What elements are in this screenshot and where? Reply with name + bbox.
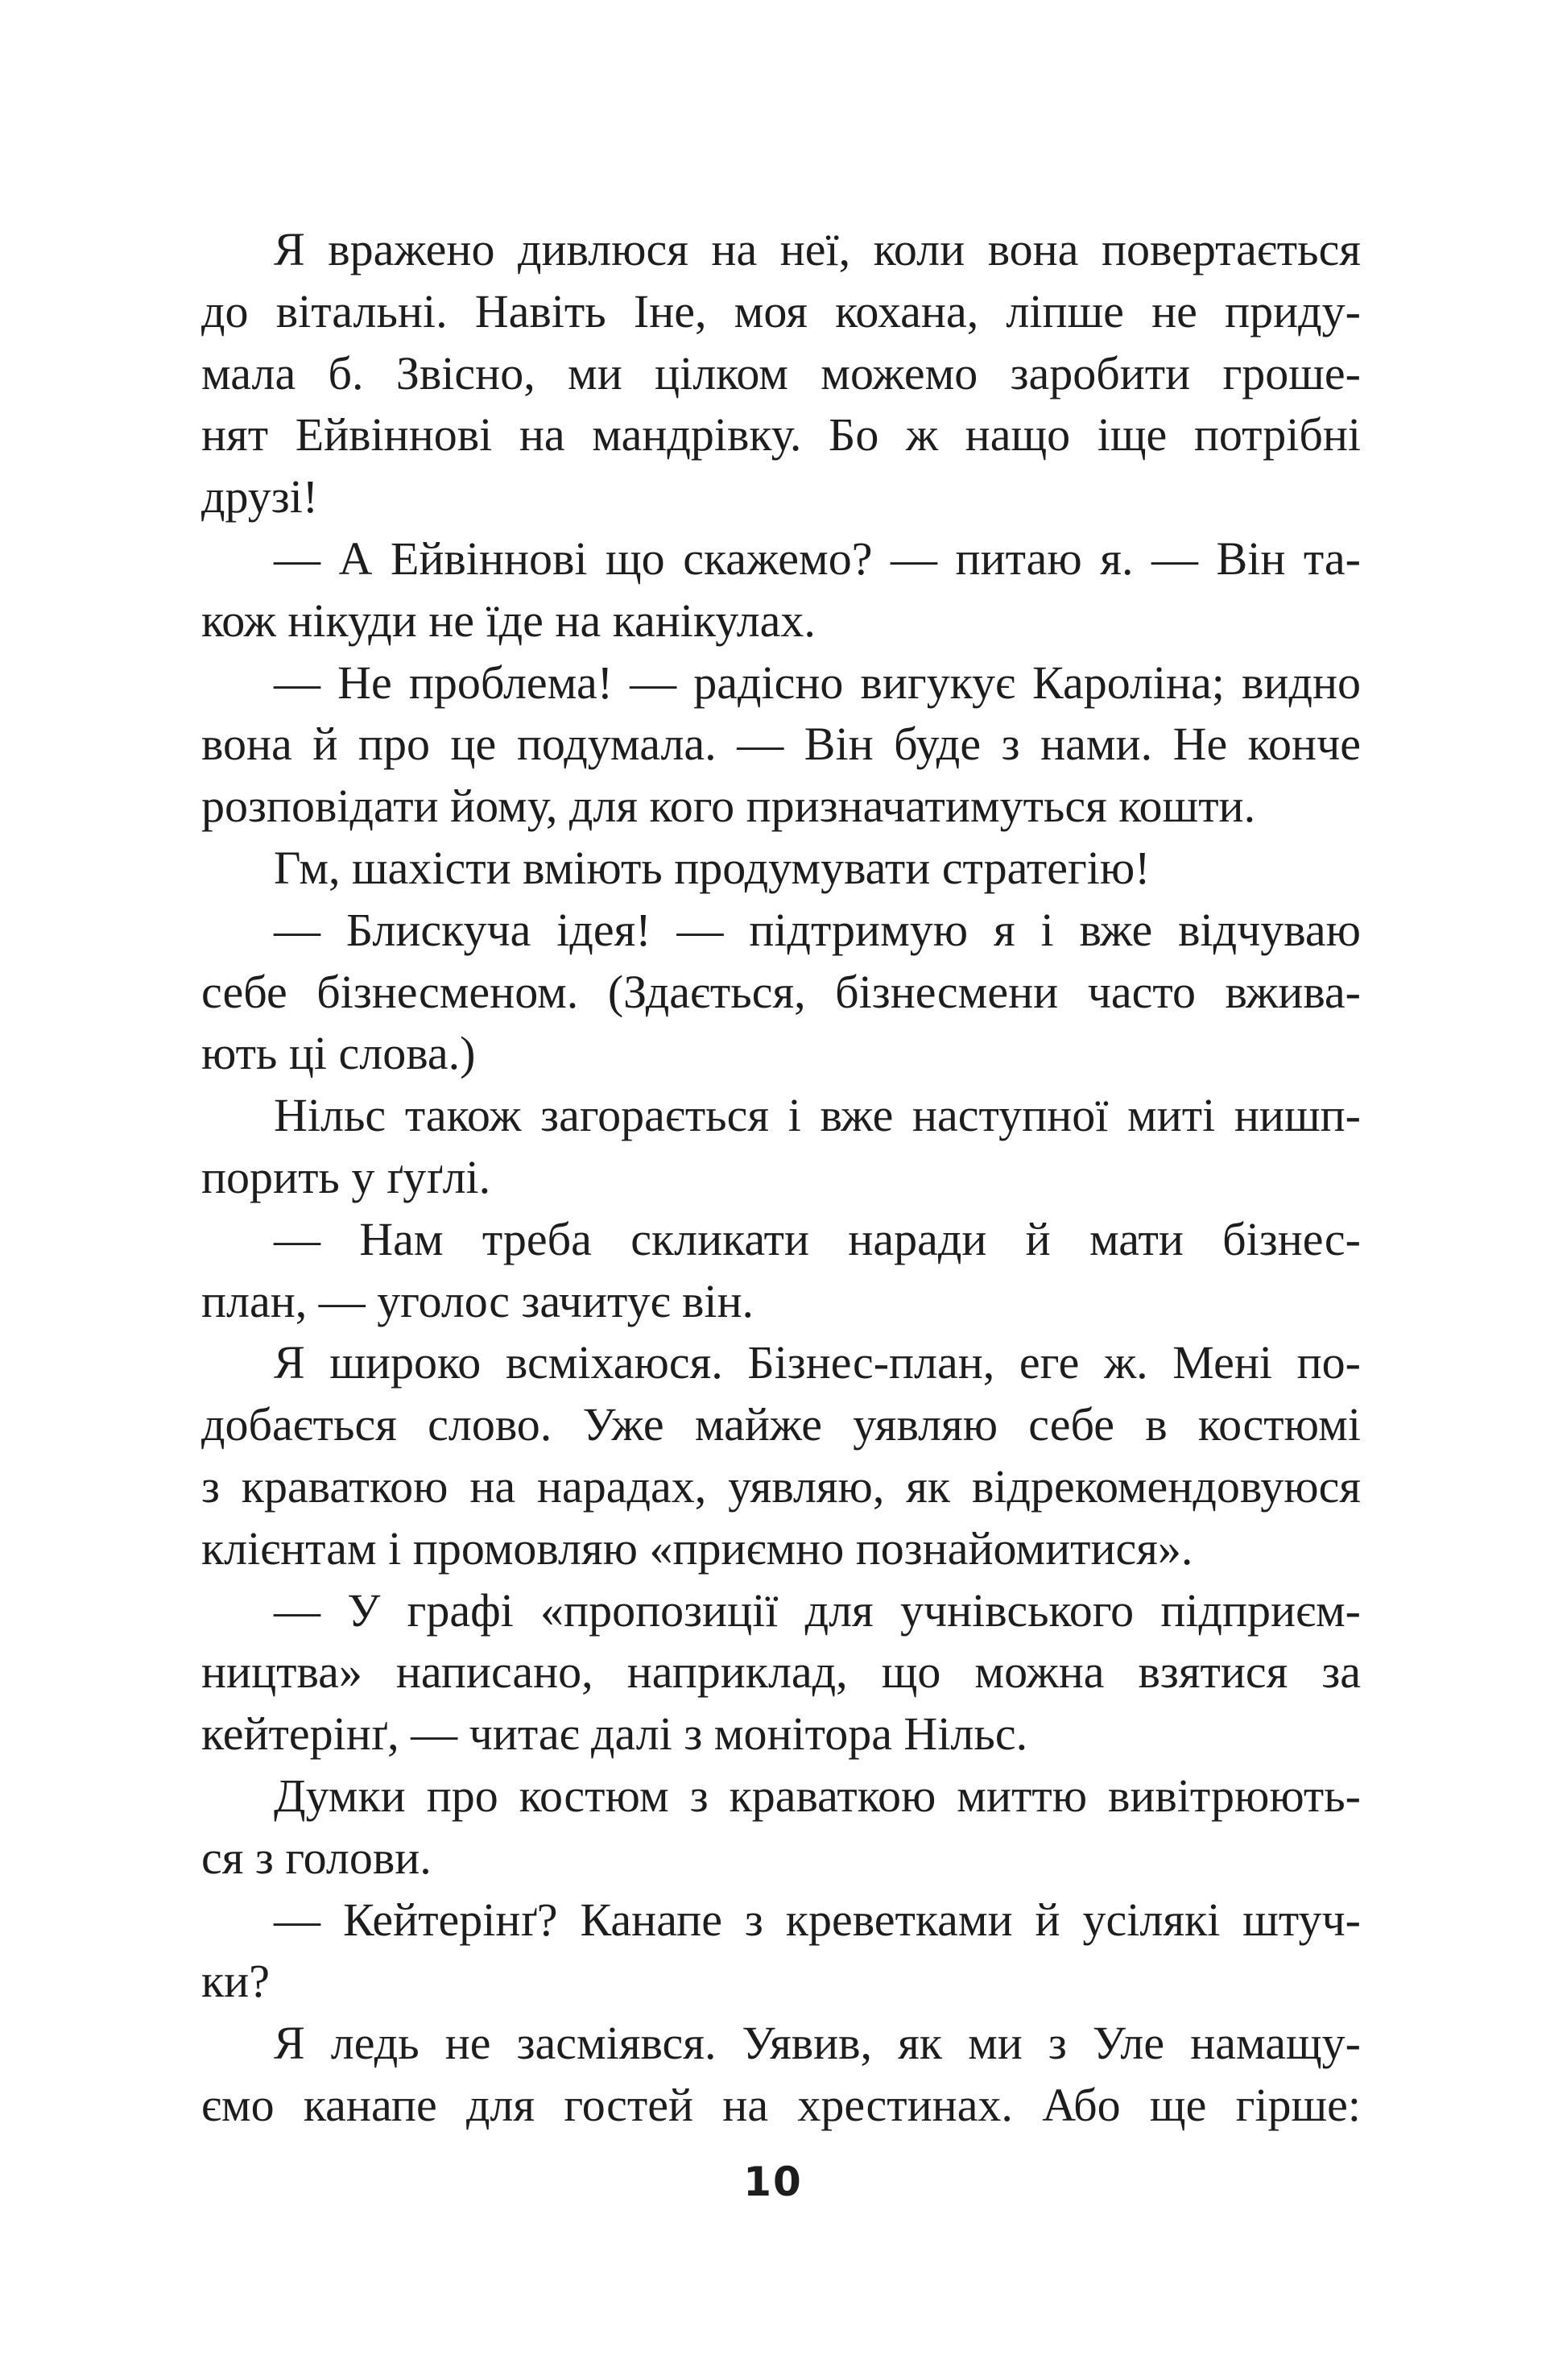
text-line: вона й про це подумала. — Він буде з нами. Не конче xyxy=(201,718,1361,771)
page-number: 10 xyxy=(743,2159,803,2205)
text-line: Я широко всміхаюся. Бізнес-план, еге ж. Мені по- xyxy=(274,1336,1361,1389)
text-line: розповідати йому, для кого призначатимуться кошти. xyxy=(201,780,1256,833)
text-line: — Не проблема! — радісно вигукує Кароліна; видно xyxy=(274,656,1361,709)
text-line: кож нікуди не їде на канікулах. xyxy=(201,594,816,647)
text-line: ництва» написано, наприклад, що можна взятися за xyxy=(201,1645,1361,1699)
text-line: мала б. Звісно, ми цілком можемо заробити гроше- xyxy=(201,346,1361,399)
text-line: Думки про костюм з краваткою миттю вивітрюють- xyxy=(274,1769,1361,1822)
text-line: — Кейтерінґ? Канапе з креветками й усілякі штуч- xyxy=(274,1893,1361,1946)
text-line: до вітальні. Навіть Іне, моя кохана, ліпше не приду- xyxy=(201,284,1361,337)
text-line: Я ледь не засміявся. Уявив, як ми з Уле намащу- xyxy=(274,2017,1361,2070)
text-line: добається слово. Уже майже уявляю себе в костюмі xyxy=(201,1398,1361,1451)
text-line: порить у ґуґлі. xyxy=(201,1150,491,1203)
text-line: Гм, шахісти вміють продумувати стратегію! xyxy=(274,841,1151,894)
body-text xyxy=(201,219,1361,2137)
text-line: ки? xyxy=(201,1955,270,2008)
text-line: клієнтам і промовляю «приємно познайомитися». xyxy=(201,1521,1193,1575)
text-line: ся з голови. xyxy=(201,1831,432,1884)
text-line: з краваткою на нарадах, уявляю, як відрекомендовуюся xyxy=(201,1459,1361,1513)
text-line: кейтерінґ, — читає далі з монітора Нільс. xyxy=(201,1707,1028,1761)
text-line: — Блискуча ідея! — підтримую я і вже відчуваю xyxy=(274,903,1361,956)
text-line: Я вражено дивлюся на неї, коли вона повертається xyxy=(274,223,1361,275)
text-line: план, — уголос зачитує він. xyxy=(201,1274,754,1327)
text-line: — Нам треба скликати наради й мати бізнес- xyxy=(274,1212,1361,1265)
text-line: ють ці слова.) xyxy=(201,1027,476,1080)
text-line: нят Ейвіннові на мандрівку. Бо ж нащо іще потрібні xyxy=(201,408,1361,462)
text-line: Нільс також загорається і вже наступної миті нишп- xyxy=(274,1089,1361,1142)
text-line: — А Ейвіннові що скажемо? — питаю я. — Він та- xyxy=(274,532,1361,585)
text-line: — У графі «пропозиції для учнівського підприєм- xyxy=(274,1583,1361,1637)
text-line: друзі! xyxy=(201,470,319,524)
text-line: ємо канапе для гостей на хрестинах. Або ще гірше: xyxy=(201,2078,1361,2131)
text-line: себе бізнесменом. (Здається, бізнесмени часто вжива- xyxy=(201,965,1361,1018)
